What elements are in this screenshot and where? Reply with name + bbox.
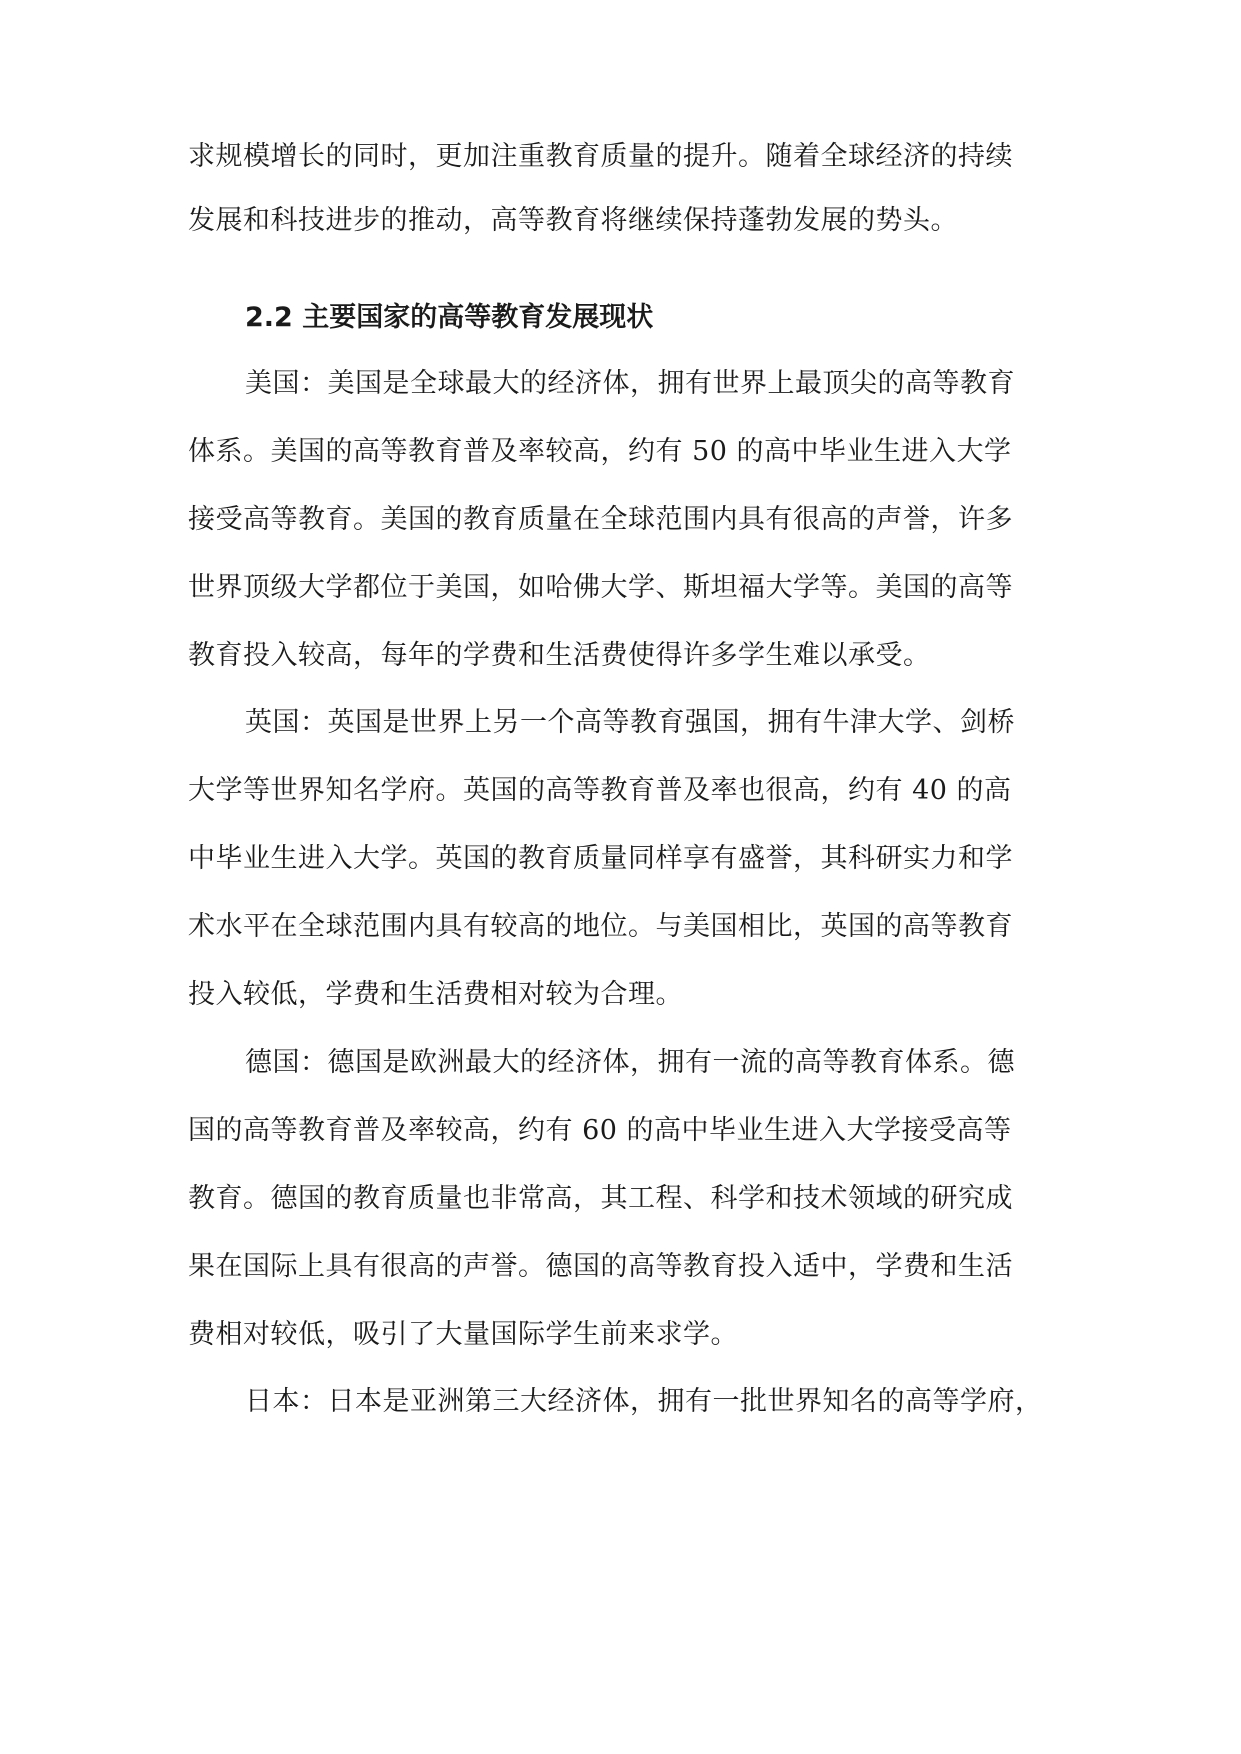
uk-line-3: 中毕业生进入大学。英国的教育质量同样享有盛誉，其科研实力和学 [188, 843, 1013, 874]
intro-line-1: 求规模增长的同时，更加注重教育质量的提升。随着全球经济的持续 [188, 141, 1013, 172]
germany-line-4: 果在国际上具有很高的声誉。德国的高等教育投入适中，学费和生活 [188, 1251, 1013, 1282]
usa-line-1: 美国：美国是全球最大的经济体，拥有世界上最顶尖的高等教育 [245, 368, 1015, 399]
germany-line-1: 德国：德国是欧洲最大的经济体，拥有一流的高等教育体系。德 [245, 1047, 1015, 1078]
germany-line-2: 国的高等教育普及率较高，约有 60 的高中毕业生进入大学接受高等 [188, 1115, 1012, 1146]
uk-line-4: 术水平在全球范围内具有较高的地位。与美国相比，英国的高等教育 [188, 911, 1013, 942]
intro-line-2: 发展和科技进步的推动，高等教育将继续保持蓬勃发展的势头。 [188, 205, 958, 236]
usa-line-2: 体系。美国的高等教育普及率较高，约有 50 的高中毕业生进入大学 [188, 436, 1012, 467]
japan-line-1: 日本：日本是亚洲第三大经济体，拥有一批世界知名的高等学府， [245, 1386, 1043, 1417]
usa-line-5: 教育投入较高，每年的学费和生活费使得许多学生难以承受。 [188, 640, 931, 671]
uk-line-1: 英国：英国是世界上另一个高等教育强国，拥有牛津大学、剑桥 [245, 707, 1015, 738]
germany-line-5: 费相对较低，吸引了大量国际学生前来求学。 [188, 1319, 738, 1350]
section-heading: 2.2 主要国家的高等教育发展现状 [245, 302, 654, 333]
uk-line-2: 大学等世界知名学府。英国的高等教育普及率也很高，约有 40 的高 [188, 775, 1012, 806]
germany-line-3: 教育。德国的教育质量也非常高，其工程、科学和技术领域的研究成 [188, 1183, 1013, 1214]
uk-line-5: 投入较低，学费和生活费相对较为合理。 [188, 979, 683, 1010]
usa-line-3: 接受高等教育。美国的教育质量在全球范围内具有很高的声誉，许多 [188, 504, 1013, 535]
usa-line-4: 世界顶级大学都位于美国，如哈佛大学、斯坦福大学等。美国的高等 [188, 572, 1013, 603]
